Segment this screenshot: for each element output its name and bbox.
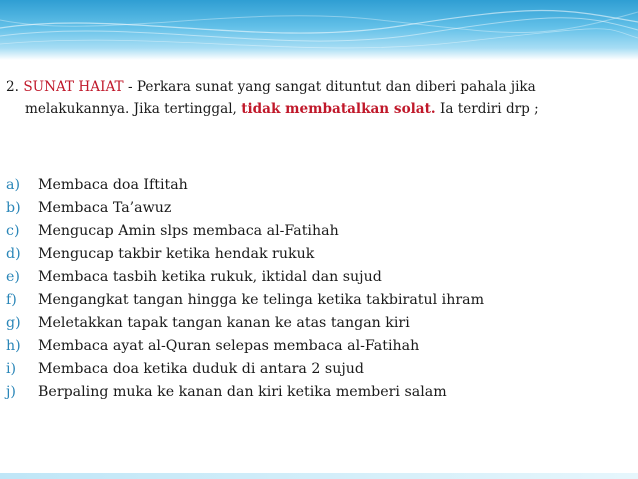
intro-line2 <box>6 98 626 120</box>
list-marker: g) <box>6 315 21 331</box>
list-item <box>6 174 484 197</box>
list-text: Berpaling muka ke kanan dan kiri ketika memberi salam <box>38 384 447 400</box>
list-item <box>6 197 484 220</box>
list-item <box>6 381 484 404</box>
list-text: Membaca doa Iftitah <box>38 177 188 193</box>
list-item <box>6 220 484 243</box>
list-text: Meletakkan tapak tangan kanan ke atas tangan kiri <box>38 315 410 331</box>
list-marker: i) <box>6 361 17 377</box>
intro-emphasis: tidak membatalkan solat <box>241 101 431 117</box>
intro-heading: SUNAT HAIAT <box>23 79 124 95</box>
list-marker: e) <box>6 269 20 285</box>
list-marker: c) <box>6 223 20 239</box>
intro-paragraph <box>6 76 626 120</box>
intro-number: 2. <box>6 79 19 95</box>
list-text: Mengucap Amin slps membaca al-Fatihah <box>38 223 339 239</box>
list-item <box>6 335 484 358</box>
header-banner <box>0 0 638 60</box>
list-marker: d) <box>6 246 21 262</box>
list-marker: j) <box>6 384 16 400</box>
footer-strip <box>0 473 638 479</box>
list-text: Membaca ayat al-Quran selepas membaca al-Fatihah <box>38 338 420 354</box>
list-item <box>6 243 484 266</box>
sunat-haiat-list <box>6 174 484 404</box>
list-text: Membaca Ta’awuz <box>38 200 172 216</box>
list-text: Membaca tasbih ketika rukuk, iktidal dan sujud <box>38 269 382 285</box>
list-item <box>6 312 484 335</box>
list-text: Mengangkat tangan hingga ke telinga ketika takbiratul ihram <box>38 292 485 308</box>
intro-line2-start: melakukannya. Jika tertinggal, <box>25 101 242 117</box>
list-item <box>6 266 484 289</box>
intro-line2-end: Ia terdiri drp ; <box>435 101 539 117</box>
list-marker: f) <box>6 292 17 308</box>
intro-period: . <box>430 101 436 117</box>
list-item <box>6 289 484 312</box>
list-item <box>6 358 484 381</box>
list-marker: a) <box>6 177 20 193</box>
list-text: Membaca doa ketika duduk di antara 2 sujud <box>38 361 364 377</box>
list-text: Mengucap takbir ketika hendak rukuk <box>38 246 315 262</box>
intro-line1: - Perkara sunat yang sangat dituntut dan diberi pahala jika <box>123 79 536 95</box>
wave-decoration <box>0 0 638 60</box>
list-marker: h) <box>6 338 21 354</box>
list-marker: b) <box>6 200 21 216</box>
